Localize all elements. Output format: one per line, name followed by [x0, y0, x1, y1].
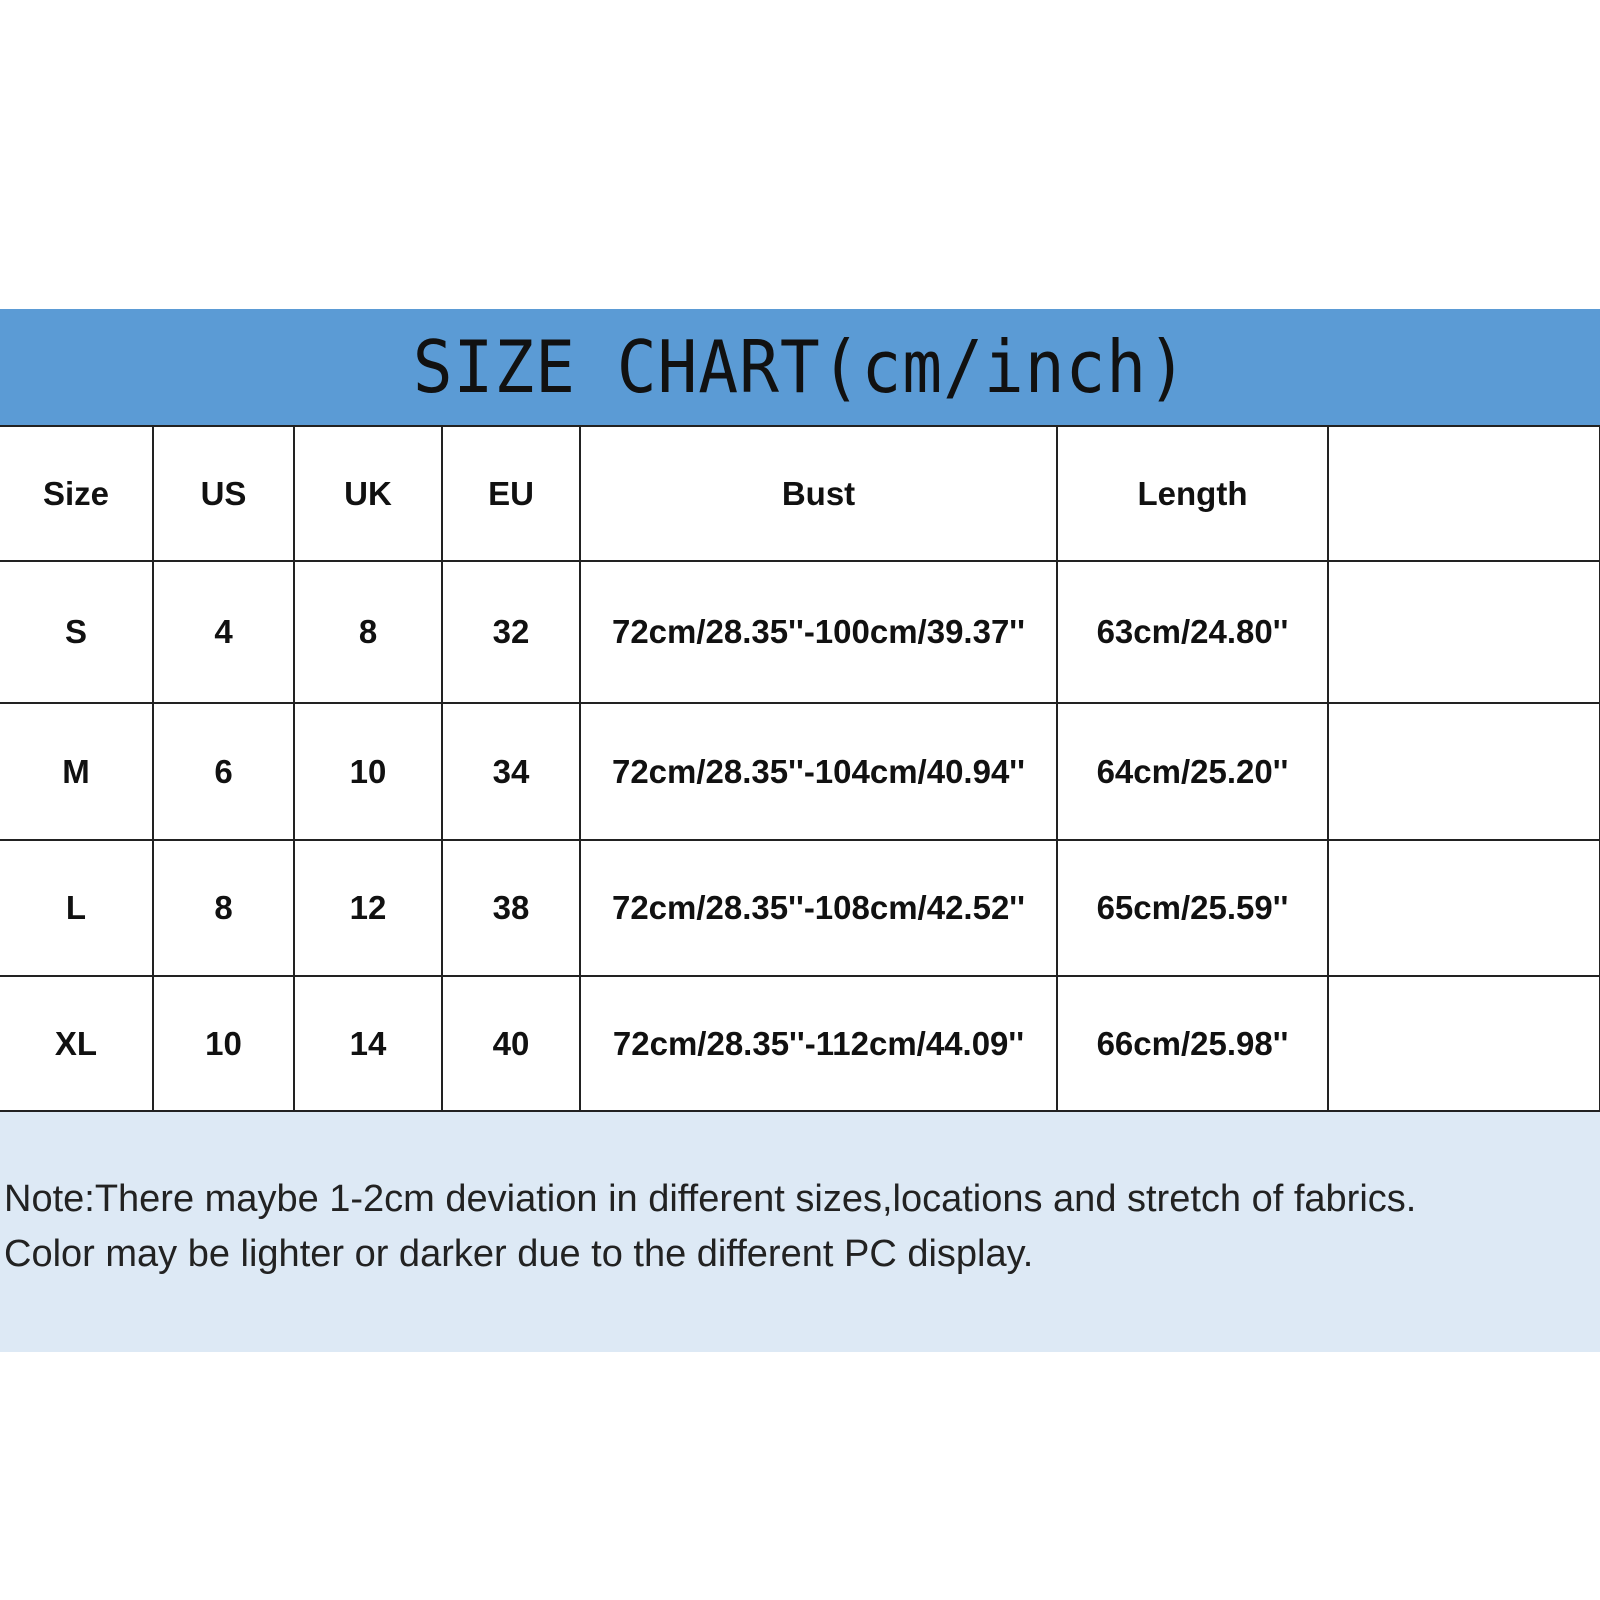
- header-eu: EU: [442, 426, 580, 561]
- cell-uk: 8: [294, 561, 442, 703]
- header-uk: UK: [294, 426, 442, 561]
- note-line-2: Color may be lighter or darker due to the different PC display.: [4, 1233, 1034, 1275]
- cell-empty: [1328, 703, 1600, 840]
- cell-us: 4: [153, 561, 294, 703]
- cell-bust: 72cm/28.35''-108cm/42.52'': [580, 840, 1057, 976]
- cell-bust: 72cm/28.35''-100cm/39.37'': [580, 561, 1057, 703]
- size-chart-title: SIZE CHART(cm/inch): [412, 325, 1188, 409]
- header-bust: Bust: [580, 426, 1057, 561]
- cell-eu: 34: [442, 703, 580, 840]
- cell-uk: 10: [294, 703, 442, 840]
- cell-uk: 12: [294, 840, 442, 976]
- cell-length: 65cm/25.59'': [1057, 840, 1328, 976]
- cell-empty: [1328, 976, 1600, 1111]
- header-us: US: [153, 426, 294, 561]
- cell-bust: 72cm/28.35''-104cm/40.94'': [580, 703, 1057, 840]
- cell-empty: [1328, 561, 1600, 703]
- table-row: [0, 561, 1600, 703]
- table-row: [0, 840, 1600, 976]
- cell-size: L: [0, 840, 153, 976]
- header-size: Size: [0, 426, 153, 561]
- cell-us: 6: [153, 703, 294, 840]
- cell-bust: 72cm/28.35''-112cm/44.09'': [580, 976, 1057, 1111]
- cell-us: 8: [153, 840, 294, 976]
- title-bar: [0, 309, 1600, 425]
- cell-length: 63cm/24.80'': [1057, 561, 1328, 703]
- header-empty: [1328, 426, 1600, 561]
- cell-size: XL: [0, 976, 153, 1111]
- note-box: [0, 1112, 1600, 1352]
- cell-size: S: [0, 561, 153, 703]
- cell-eu: 40: [442, 976, 580, 1111]
- note-line-1: Note:There maybe 1-2cm deviation in different sizes,locations and stretch of fabrics.: [4, 1178, 1417, 1220]
- cell-length: 64cm/25.20'': [1057, 703, 1328, 840]
- header-length: Length: [1057, 426, 1328, 561]
- cell-size: M: [0, 703, 153, 840]
- cell-empty: [1328, 840, 1600, 976]
- table-row: [0, 703, 1600, 840]
- cell-eu: 38: [442, 840, 580, 976]
- table-header-row: [0, 426, 1600, 561]
- cell-uk: 14: [294, 976, 442, 1111]
- cell-us: 10: [153, 976, 294, 1111]
- size-chart-table: [0, 425, 1600, 1112]
- cell-eu: 32: [442, 561, 580, 703]
- table-row: [0, 976, 1600, 1111]
- cell-length: 66cm/25.98'': [1057, 976, 1328, 1111]
